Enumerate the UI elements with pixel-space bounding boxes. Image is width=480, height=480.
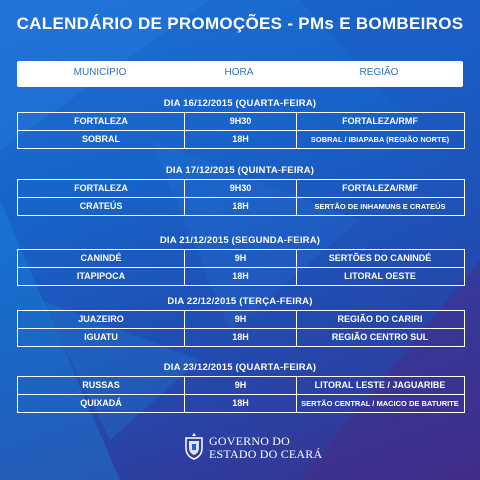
header-hora: HORA <box>224 67 254 78</box>
cell-regiao: SOBRAL / IBIAPABA (REGIÃO NORTE) <box>310 135 450 144</box>
cell-municipio: QUIXADÁ <box>80 398 122 408</box>
cell-municipio: FORTALEZA <box>74 116 128 126</box>
cell-hora: 18H <box>184 329 297 346</box>
cell-hora: 9H <box>184 377 297 394</box>
day-label: DIA 16/12/2015 (QUARTA-FEIRA) <box>163 98 317 109</box>
cell-municipio: ITAPIPOCA <box>76 271 126 281</box>
ceara-coat-of-arms-icon <box>183 432 205 460</box>
cell-hora: 9H30 <box>184 113 297 130</box>
cell-hora: 18H <box>184 198 297 215</box>
day-table <box>17 249 465 286</box>
day-label: DIA 23/12/2015 (QUARTA-FEIRA) <box>163 362 317 373</box>
government-logo <box>0 432 480 468</box>
table-row <box>18 250 464 267</box>
day-table <box>17 376 465 413</box>
logo-line-2: ESTADO DO CEARÁ <box>209 447 323 461</box>
table-row <box>18 197 464 215</box>
cell-regiao: LITORAL LESTE / JAGUARIBE <box>314 380 446 390</box>
table-row <box>18 394 464 412</box>
table-row <box>18 180 464 197</box>
cell-regiao: SERTÃO DE INHAMUNS E CRATEÚS <box>314 202 446 211</box>
header-municipio: MUNICÍPIO <box>73 67 127 78</box>
logo-text <box>209 435 322 461</box>
cell-hora: 18H <box>184 131 297 148</box>
header-regiao: REGIÃO <box>359 67 399 78</box>
cell-municipio: IGUATU <box>84 332 118 342</box>
cell-hora: 9H <box>184 311 297 328</box>
day-label: DIA 22/12/2015 (TERÇA-FEIRA) <box>167 296 313 307</box>
cell-hora: 9H30 <box>184 180 297 197</box>
table-row <box>18 311 464 328</box>
day-table <box>17 179 465 216</box>
table-row <box>18 267 464 285</box>
cell-municipio: SOBRAL <box>82 134 120 144</box>
cell-regiao: SERTÕES DO CANINDÉ <box>328 253 432 263</box>
day-label: DIA 17/12/2015 (QUINTA-FEIRA) <box>165 165 315 176</box>
cell-regiao: REGIÃO CENTRO SUL <box>331 332 429 342</box>
day-table <box>17 112 465 149</box>
cell-hora: 18H <box>184 268 297 285</box>
cell-municipio: RUSSAS <box>82 380 120 390</box>
cell-regiao: LITORAL OESTE <box>344 271 416 281</box>
table-row <box>18 377 464 394</box>
cell-municipio: FORTALEZA <box>74 183 128 193</box>
page-title: CALENDÁRIO DE PROMOÇÕES - PMs E BOMBEIROS <box>16 14 464 33</box>
table-row <box>18 113 464 130</box>
cell-municipio: JUAZEIRO <box>78 314 124 324</box>
cell-municipio: CANINDÉ <box>80 253 122 263</box>
table-row <box>18 130 464 148</box>
cell-regiao: REGIÃO DO CARIRI <box>337 314 423 324</box>
cell-municipio: CRATEÚS <box>79 201 123 211</box>
day-label: DIA 21/12/2015 (SEGUNDA-FEIRA) <box>159 235 321 246</box>
table-header <box>17 61 463 87</box>
cell-regiao: FORTALEZA/RMF <box>342 116 418 126</box>
cell-hora: 9H <box>184 250 297 267</box>
logo-line-1: GOVERNO DO <box>209 434 290 448</box>
cell-regiao: SERTÃO CENTRAL / MACICO DE BATURITE <box>301 399 459 408</box>
day-table <box>17 310 465 347</box>
table-row <box>18 328 464 346</box>
cell-hora: 18H <box>184 395 297 412</box>
cell-regiao: FORTALEZA/RMF <box>342 183 418 193</box>
